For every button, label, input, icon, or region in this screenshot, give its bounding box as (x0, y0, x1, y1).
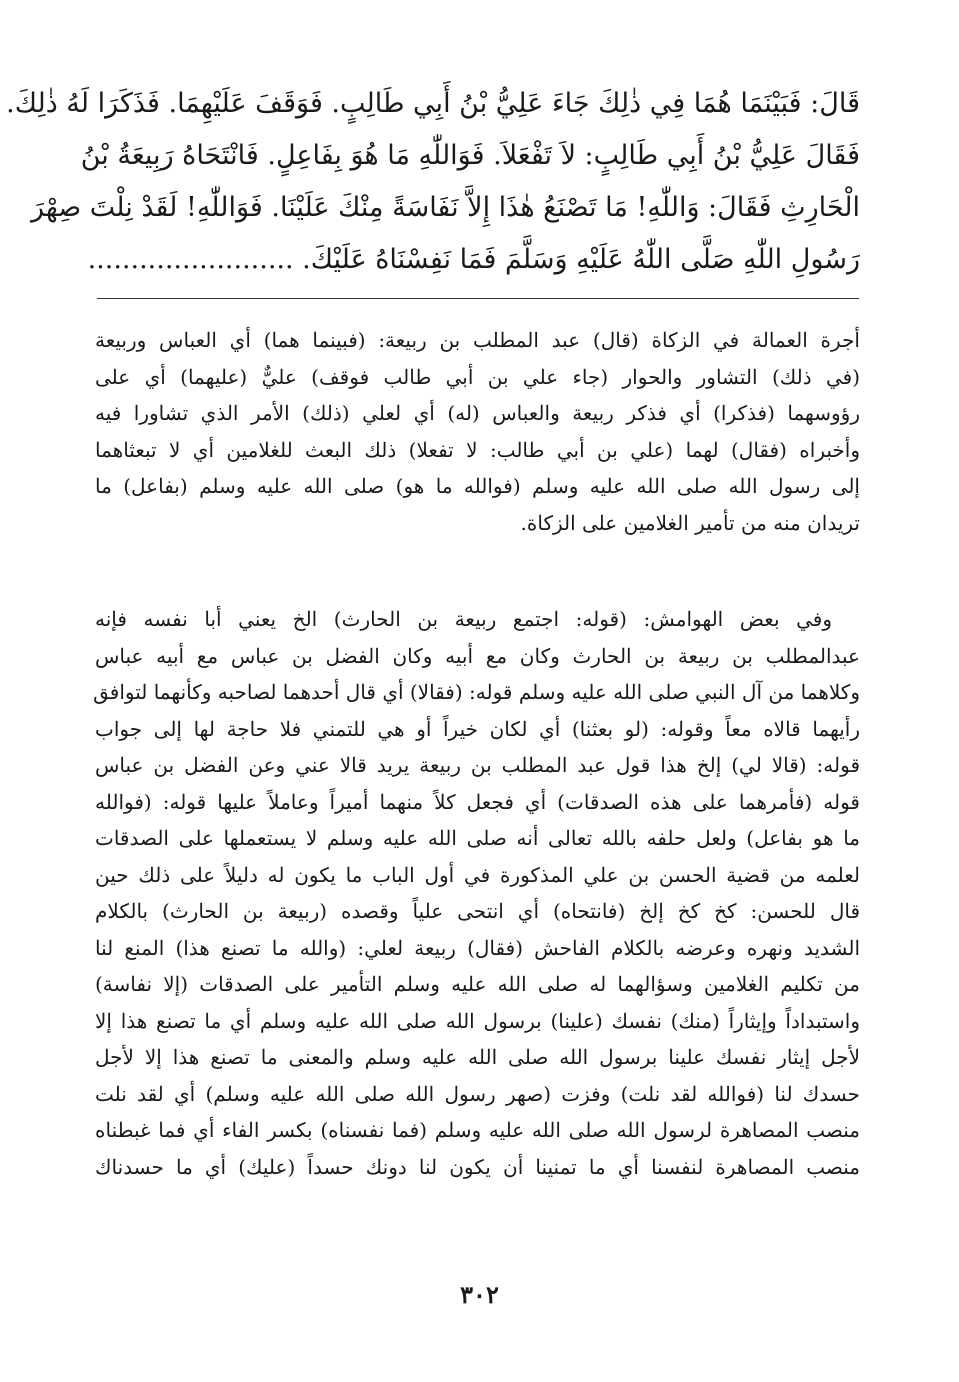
commentary-line: ما هو بفاعل) ولعل حلفه بالله تعالى أنه صلى الله عليه وسلم لا يستعملها على الصدقات (95, 826, 860, 850)
commentary-paragraph-2 (95, 601, 860, 1185)
commentary-line: (في ذلك) التشاور والحوار (جاء علي بن أبي طالب فوقف) عليٌّ (عليهما) أي على (95, 364, 860, 389)
commentary-line: قوله (فأمرهما على هذه الصدقات) أي فجعل كلاً منهما أميراً وعاملاً عليها قوله: (فوالله (95, 789, 860, 814)
commentary-line: إلى رسول الله صلى الله عليه وسلم (فوالله ما هو) صلى الله عليه وسلم (بفاعل) ما (95, 474, 860, 498)
footnote-separator (97, 298, 859, 299)
commentary-line: أجرة العمالة في الزكاة (قال) عبد المطلب بن ربيعة: (فبينما هما) أي العباس وربيعة (95, 328, 860, 352)
hadith-line: رَسُولِ اللّٰهِ صَلَّى اللّٰهُ عَلَيْهِ وَسَلَّمَ فَمَا نَفِسْنَاهُ عَلَيْكَ. ........................ (87, 244, 860, 275)
commentary-line: تريدان منه من تأمير الغلامين على الزكاة. (520, 510, 860, 535)
commentary-line: حسدك لنا (فوالله لقد نلت) وفزت (صهر رسول الله صلى الله عليه وسلم) أي لقد نلت (95, 1081, 860, 1106)
hadith-line: قَالَ: فَبَيْنَمَا هُمَا فِي ذٰلِكَ جَاءَ عَلِيُّ بْنُ أَبِي طَالِبٍ. فَوَقَفَ عَلَيْهِمَا. فَذَكَرَا لَهُ ذٰلِكَ. (6, 88, 860, 119)
hadith-line: الْحَارِثِ فَقَالَ: وَاللّٰهِ! مَا تَصْنَعُ هٰذَا إِلاَّ نَفَاسَةً مِنْكَ عَلَيْنَا. فَوَاللّٰهِ! لَقَدْ نِلْتَ صِهْرَ (30, 192, 860, 223)
commentary-line: الشديد ونهره وعرضه بالكلام الفاحش (فقال) ربيعة لعلي: (والله ما تصنع هذا) المنع لنا (95, 935, 860, 960)
commentary-line: وفي بعض الهوامش: (قوله: اجتمع ربيعة بن الحارث) الخ يعني أبا نفسه فإنه (95, 607, 832, 631)
commentary-line: لأجل إيثار نفسك علينا برسول الله صلى الله عليه وسلم والمعنى ما تصنع هذا إلا لأجل (95, 1045, 860, 1069)
commentary-line: منصب المصاهرة لرسول الله صلى الله عليه وسلم (فما نفسناه) بكسر الفاء أي فما غبطناه (95, 1118, 860, 1142)
commentary-line: وأخبراه (فقال) لهما (علي بن أبي طالب: لا تفعلا) ذلك البعث للغلامين أي لا تبعثاهما (95, 437, 860, 462)
commentary-line: منصب المصاهرة لنفسنا أي ما تمنينا أن يكون لنا دونك حسداً (عليك) أي ما حسدناك (95, 1154, 860, 1179)
commentary-paragraph-1 (95, 322, 860, 541)
page-number: ٣٠٢ (460, 1280, 499, 1309)
commentary-line: من تكليم الغلامين وسؤالهما له صلى الله عليه وسلم التأمير على الصدقات (إلا نفاسة) (95, 972, 860, 996)
hadith-line: فَقَالَ عَلِيُّ بْنُ أَبِي طَالِبٍ: لاَ تَفْعَلاَ. فَوَاللّٰهِ مَا هُوَ بِفَاعِلٍ. فَانْتَحَاهُ رَبِيعَةُ بْنُ (80, 140, 860, 171)
commentary-line: واستبداداً وإيثاراً (منك) نفسك (علينا) برسول الله صلى الله عليه وسلم أي ما تصنع هذا إلا (95, 1008, 860, 1033)
commentary-line: رأيهما قالاه معاً وقوله: (لو بعثنا) أي لكان خيراً أو هي للتمني فلا حاجة لها إلى جواب (95, 716, 860, 741)
commentary-line: لعلمه من قضية الحسن بن علي المذكورة في أول الباب ما يكون له دليلاً على ذلك حين (95, 862, 860, 887)
commentary-line: وكلاهما من آل النبي صلى الله عليه وسلم قوله: (فقالا) أي قال أحدهما لصاحبه وكأنهما لتوافق (93, 680, 860, 704)
commentary-line: رؤوسهما (فذكرا) أي فذكر ربيعة والعباس (له) أي لعلي (ذلك) الأمر الذي تشاورا فيه (95, 401, 860, 425)
hadith-text (6, 78, 860, 286)
commentary-line: عبدالمطلب بن ربيعة بن الحارث وكان مع أبيه وكان الفضل بن عباس مع أبيه عباس (95, 643, 860, 668)
commentary-line: قال للحسن: كخ كخ إلخ (فانتحاه) أي انتحى علياً وقصده (ربيعة بن الحارث) بالكلام (95, 899, 860, 923)
commentary-line: قوله: (قالا لي) إلخ هذا قول عبد المطلب بن ربيعة يريد قالا عني وعن الفضل بن عباس (95, 753, 860, 777)
